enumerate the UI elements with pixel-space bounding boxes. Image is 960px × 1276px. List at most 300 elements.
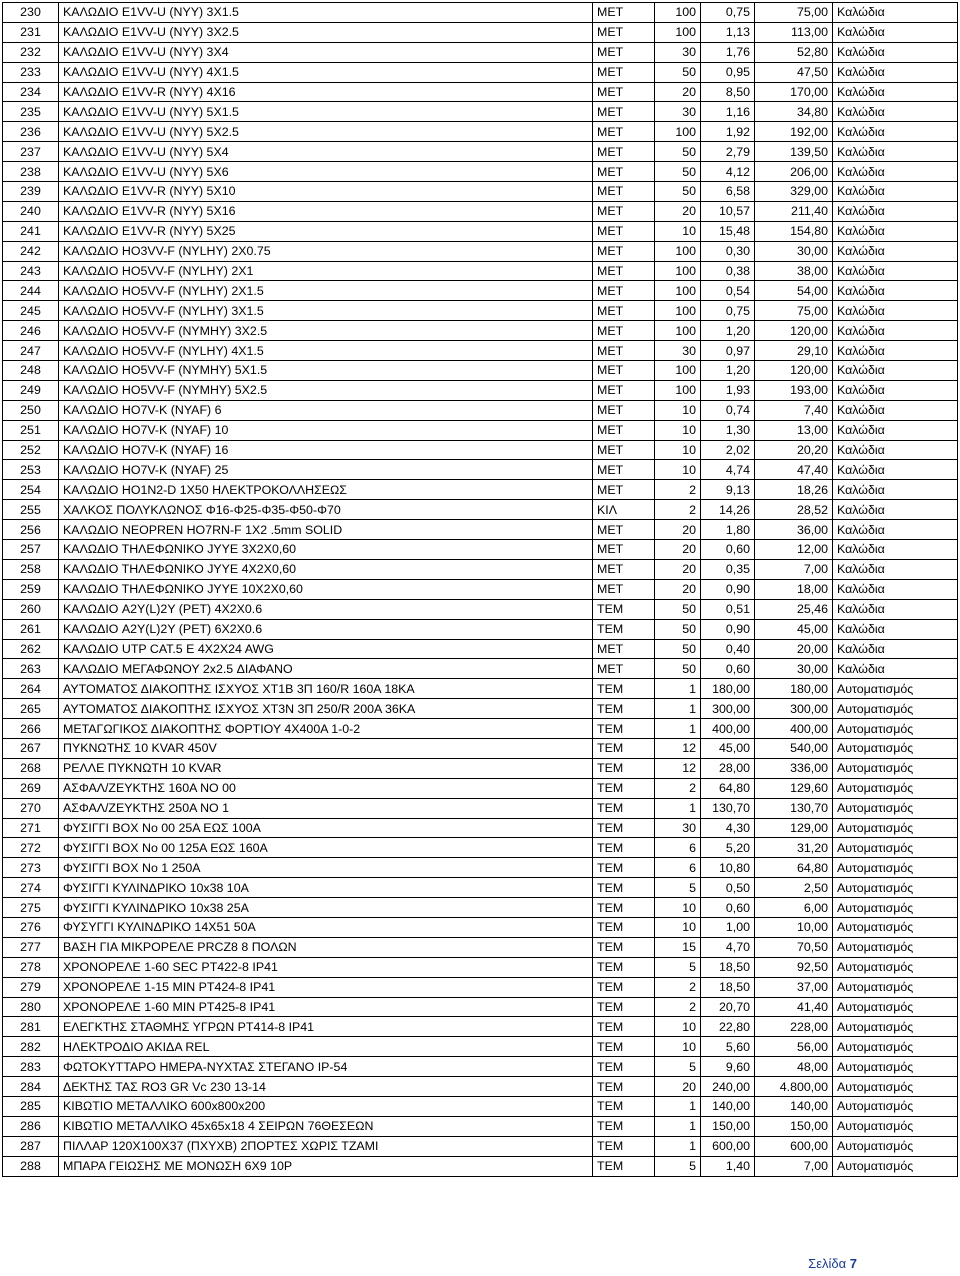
unit: ΜΕΤ	[593, 659, 655, 679]
unit: ΜΕΤ	[593, 321, 655, 341]
unit-price: 2,02	[701, 440, 755, 460]
item-description: ΠΥΚΝΩΤΗΣ 10 KVAR 450V	[59, 738, 593, 758]
total-price: 30,00	[755, 659, 833, 679]
unit: ΤΕΜ	[593, 1077, 655, 1097]
total-price: 170,00	[755, 82, 833, 102]
total-price: 336,00	[755, 758, 833, 778]
item-description: ΚΑΛΩΔΙΟ HO5VV-F (NYLHY) 4X1.5	[59, 341, 593, 361]
category: Καλώδια	[833, 520, 958, 540]
row-number: 236	[3, 122, 59, 142]
unit-price: 0,74	[701, 400, 755, 420]
total-price: 45,00	[755, 619, 833, 639]
table-row	[3, 619, 958, 639]
total-price: 192,00	[755, 122, 833, 142]
quantity: 100	[655, 361, 701, 381]
category: Καλώδια	[833, 42, 958, 62]
table-row	[3, 540, 958, 560]
category: Καλώδια	[833, 301, 958, 321]
category: Αυτοματισμός	[833, 917, 958, 937]
table-row	[3, 261, 958, 281]
total-price: 70,50	[755, 937, 833, 957]
table-row	[3, 898, 958, 918]
row-number: 244	[3, 281, 59, 301]
category: Καλώδια	[833, 82, 958, 102]
unit-price: 1,40	[701, 1156, 755, 1176]
row-number: 256	[3, 520, 59, 540]
row-number: 276	[3, 917, 59, 937]
table-row	[3, 738, 958, 758]
category: Καλώδια	[833, 599, 958, 619]
row-number: 238	[3, 162, 59, 182]
row-number: 250	[3, 400, 59, 420]
total-price: 180,00	[755, 679, 833, 699]
table-row	[3, 758, 958, 778]
table-row	[3, 3, 958, 23]
unit: ΤΕΜ	[593, 917, 655, 937]
item-description: ΦΥΣΙΓΓΙ ΒΟΧ Νο 00 25Α ΕΩΣ 100Α	[59, 818, 593, 838]
row-number: 257	[3, 540, 59, 560]
unit-price: 0,60	[701, 898, 755, 918]
row-number: 237	[3, 142, 59, 162]
item-description: ΦΥΣΙΓΓΙ ΚΥΛΙΝΔΡΙΚΟ 10x38 25A	[59, 898, 593, 918]
total-price: 31,20	[755, 838, 833, 858]
category: Καλώδια	[833, 380, 958, 400]
quantity: 10	[655, 221, 701, 241]
unit: ΤΕΜ	[593, 1096, 655, 1116]
item-description: ΚΑΛΩΔΙΟ ΤΗΛΕΦΩΝΙΚΟ JYYE 4X2X0,60	[59, 559, 593, 579]
unit-price: 0,51	[701, 599, 755, 619]
table-row	[3, 82, 958, 102]
unit: ΤΕΜ	[593, 1136, 655, 1156]
total-price: 6,00	[755, 898, 833, 918]
item-description: ΚΑΛΩΔΙΟ E1VV-U (NYY) 5X1.5	[59, 102, 593, 122]
quantity: 1	[655, 699, 701, 719]
unit: ΜΕΤ	[593, 261, 655, 281]
quantity: 10	[655, 1017, 701, 1037]
total-price: 28,52	[755, 500, 833, 520]
item-description: ΚΑΛΩΔΙΟ HO1N2-D 1X50 ΗΛΕΚΤΡΟΚΟΛΛΗΣΕΩΣ	[59, 480, 593, 500]
quantity: 2	[655, 480, 701, 500]
quantity: 12	[655, 758, 701, 778]
item-description: ΡΕΛΛΕ ΠΥΚΝΩΤΗ 10 KVAR	[59, 758, 593, 778]
unit: ΜΕΤ	[593, 3, 655, 23]
item-description: ΚΑΛΩΔΙΟ HO5VV-F (NYMHY) 5X2.5	[59, 380, 593, 400]
unit: ΜΕΤ	[593, 162, 655, 182]
row-number: 275	[3, 898, 59, 918]
unit-price: 1,93	[701, 380, 755, 400]
unit: ΤΕΜ	[593, 679, 655, 699]
unit-price: 22,80	[701, 1017, 755, 1037]
unit: ΜΕΤ	[593, 201, 655, 221]
unit-price: 6,58	[701, 182, 755, 202]
row-number: 241	[3, 221, 59, 241]
quantity: 10	[655, 420, 701, 440]
total-price: 400,00	[755, 719, 833, 739]
unit-price: 0,75	[701, 3, 755, 23]
item-description: ΚΑΛΩΔΙΟ A2Y(L)2Y (PET) 6X2X0.6	[59, 619, 593, 639]
category: Καλώδια	[833, 261, 958, 281]
unit: ΜΕΤ	[593, 480, 655, 500]
row-number: 273	[3, 858, 59, 878]
unit: ΜΕΤ	[593, 221, 655, 241]
row-number: 278	[3, 957, 59, 977]
unit: ΜΕΤ	[593, 400, 655, 420]
quantity: 10	[655, 460, 701, 480]
row-number: 240	[3, 201, 59, 221]
category: Καλώδια	[833, 221, 958, 241]
unit: ΤΕΜ	[593, 997, 655, 1017]
total-price: 600,00	[755, 1136, 833, 1156]
table-row	[3, 818, 958, 838]
quantity: 100	[655, 321, 701, 341]
item-description: ΚΑΛΩΔΙΟ HO5VV-F (NYMHY) 5X1.5	[59, 361, 593, 381]
row-number: 235	[3, 102, 59, 122]
unit-price: 10,57	[701, 201, 755, 221]
total-price: 37,00	[755, 977, 833, 997]
row-number: 242	[3, 241, 59, 261]
unit-price: 0,90	[701, 619, 755, 639]
unit-price: 0,54	[701, 281, 755, 301]
unit: ΜΕΤ	[593, 182, 655, 202]
item-description: ΦΩΤΟΚΥΤΤΑΡΟ ΗΜΕΡΑ-ΝΥΧΤΑΣ ΣΤΕΓΑΝΟ IP-54	[59, 1057, 593, 1077]
table-row	[3, 1057, 958, 1077]
row-number: 243	[3, 261, 59, 281]
row-number: 284	[3, 1077, 59, 1097]
table-row	[3, 579, 958, 599]
table-row	[3, 22, 958, 42]
quantity: 10	[655, 917, 701, 937]
category: Αυτοματισμός	[833, 937, 958, 957]
unit: ΚΙΛ	[593, 500, 655, 520]
item-description: ΚΑΛΩΔΙΟ E1VV-R (NYY) 5X10	[59, 182, 593, 202]
item-description: ΚΑΛΩΔΙΟ HO7V-K (NYAF) 10	[59, 420, 593, 440]
quantity: 30	[655, 102, 701, 122]
category: Καλώδια	[833, 122, 958, 142]
category: Καλώδια	[833, 400, 958, 420]
quantity: 100	[655, 122, 701, 142]
category: Αυτοματισμός	[833, 957, 958, 977]
page-number: 7	[849, 1256, 857, 1271]
unit: ΜΕΤ	[593, 22, 655, 42]
category: Καλώδια	[833, 341, 958, 361]
unit-price: 18,50	[701, 957, 755, 977]
quantity: 50	[655, 62, 701, 82]
table-row	[3, 878, 958, 898]
category: Αυτοματισμός	[833, 1077, 958, 1097]
total-price: 20,20	[755, 440, 833, 460]
total-price: 7,00	[755, 1156, 833, 1176]
unit-price: 1,92	[701, 122, 755, 142]
item-description: ΚΑΛΩΔΙΟ ΤΗΛΕΦΩΝΙΚΟ JYYE 10X2X0,60	[59, 579, 593, 599]
unit-price: 600,00	[701, 1136, 755, 1156]
unit: ΤΕΜ	[593, 1156, 655, 1176]
unit: ΜΕΤ	[593, 440, 655, 460]
table-row	[3, 838, 958, 858]
category: Καλώδια	[833, 480, 958, 500]
quantity: 30	[655, 341, 701, 361]
item-description: ΚΙΒΩΤΙΟ ΜΕΤΑΛΛΙΚΟ 45x65x18 4 ΣΕΙΡΩΝ 76ΘΕΣΕΩΝ	[59, 1116, 593, 1136]
item-description: ΚΑΛΩΔΙΟ E1VV-R (NYY) 5X25	[59, 221, 593, 241]
item-description: ΚΑΛΩΔΙΟ E1VV-U (NYY) 3X4	[59, 42, 593, 62]
category: Καλώδια	[833, 162, 958, 182]
total-price: 47,40	[755, 460, 833, 480]
unit: ΜΕΤ	[593, 559, 655, 579]
category: Καλώδια	[833, 201, 958, 221]
total-price: 30,00	[755, 241, 833, 261]
item-description: ΑΥΤΟΜΑΤΟΣ ΔΙΑΚΟΠΤΗΣ ΙΣΧΥΟΣ XT1B 3Π 160/R 160A 18KA	[59, 679, 593, 699]
total-price: 120,00	[755, 321, 833, 341]
unit: ΤΕΜ	[593, 798, 655, 818]
total-price: 36,00	[755, 520, 833, 540]
row-number: 247	[3, 341, 59, 361]
row-number: 287	[3, 1136, 59, 1156]
item-description: ΚΑΛΩΔΙΟ E1VV-U (NYY) 5X2.5	[59, 122, 593, 142]
category: Αυτοματισμός	[833, 977, 958, 997]
table-row	[3, 1037, 958, 1057]
category: Καλώδια	[833, 619, 958, 639]
total-price: 329,00	[755, 182, 833, 202]
unit: ΤΕΜ	[593, 778, 655, 798]
unit-price: 8,50	[701, 82, 755, 102]
total-price: 300,00	[755, 699, 833, 719]
unit: ΤΕΜ	[593, 599, 655, 619]
table-row	[3, 957, 958, 977]
row-number: 266	[3, 719, 59, 739]
table-row	[3, 281, 958, 301]
total-price: 10,00	[755, 917, 833, 937]
row-number: 285	[3, 1096, 59, 1116]
total-price: 75,00	[755, 3, 833, 23]
total-price: 113,00	[755, 22, 833, 42]
unit-price: 0,35	[701, 559, 755, 579]
category: Αυτοματισμός	[833, 1096, 958, 1116]
total-price: 7,40	[755, 400, 833, 420]
quantity: 10	[655, 898, 701, 918]
category: Αυτοματισμός	[833, 898, 958, 918]
total-price: 2,50	[755, 878, 833, 898]
quantity: 20	[655, 559, 701, 579]
item-description: ΚΑΛΩΔΙΟ E1VV-U (NYY) 5X6	[59, 162, 593, 182]
item-description: ΜΕΤΑΓΩΓΙΚΟΣ ΔΙΑΚΟΠΤΗΣ ΦΟΡΤΙΟΥ 4X400A 1-0-2	[59, 719, 593, 739]
total-price: 20,00	[755, 639, 833, 659]
unit-price: 1,20	[701, 361, 755, 381]
category: Καλώδια	[833, 102, 958, 122]
quantity: 50	[655, 639, 701, 659]
row-number: 265	[3, 699, 59, 719]
row-number: 270	[3, 798, 59, 818]
table-row	[3, 1116, 958, 1136]
quantity: 50	[655, 659, 701, 679]
unit-price: 0,97	[701, 341, 755, 361]
items-table-body	[3, 3, 958, 1177]
unit: ΤΕΜ	[593, 977, 655, 997]
table-row	[3, 1096, 958, 1116]
unit-price: 18,50	[701, 977, 755, 997]
unit: ΜΕΤ	[593, 420, 655, 440]
table-row	[3, 778, 958, 798]
unit: ΜΕΤ	[593, 540, 655, 560]
table-row	[3, 659, 958, 679]
total-price: 48,00	[755, 1057, 833, 1077]
quantity: 5	[655, 1156, 701, 1176]
table-row	[3, 937, 958, 957]
item-description: ΚΑΛΩΔΙΟ HO5VV-F (NYLHY) 2X1	[59, 261, 593, 281]
row-number: 231	[3, 22, 59, 42]
unit-price: 14,26	[701, 500, 755, 520]
row-number: 280	[3, 997, 59, 1017]
row-number: 271	[3, 818, 59, 838]
item-description: ΚΑΛΩΔΙΟ HO7V-K (NYAF) 6	[59, 400, 593, 420]
unit-price: 4,70	[701, 937, 755, 957]
table-row	[3, 1156, 958, 1176]
category: Αυτοματισμός	[833, 997, 958, 1017]
item-description: ΚΑΛΩΔΙΟ HO5VV-F (NYLHY) 3X1.5	[59, 301, 593, 321]
quantity: 1	[655, 1136, 701, 1156]
unit-price: 0,38	[701, 261, 755, 281]
category: Καλώδια	[833, 460, 958, 480]
unit-price: 5,60	[701, 1037, 755, 1057]
unit: ΜΕΤ	[593, 281, 655, 301]
item-description: ΚΙΒΩΤΙΟ ΜΕΤΑΛΛΙΚΟ 600x800x200	[59, 1096, 593, 1116]
unit-price: 0,60	[701, 540, 755, 560]
quantity: 1	[655, 798, 701, 818]
unit: ΜΕΤ	[593, 42, 655, 62]
table-row	[3, 321, 958, 341]
unit-price: 240,00	[701, 1077, 755, 1097]
item-description: ΦΥΣΥΓΓΙ ΚΥΛΙΝΔΡΙΚΟ 14X51 50A	[59, 917, 593, 937]
item-description: ΚΑΛΩΔΙΟ E1VV-U (NYY) 4X1.5	[59, 62, 593, 82]
category: Αυτοματισμός	[833, 1037, 958, 1057]
table-row	[3, 122, 958, 142]
quantity: 100	[655, 261, 701, 281]
category: Αυτοματισμός	[833, 778, 958, 798]
item-description: ΚΑΛΩΔΙΟ E1VV-R (NYY) 5X16	[59, 201, 593, 221]
unit-price: 130,70	[701, 798, 755, 818]
total-price: 34,80	[755, 102, 833, 122]
item-description: ΚΑΛΩΔΙΟ E1VV-U (NYY) 3X1.5	[59, 3, 593, 23]
unit-price: 1,30	[701, 420, 755, 440]
unit-price: 0,75	[701, 301, 755, 321]
item-description: ΚΑΛΩΔΙΟ HO5VV-F (NYLHY) 2X1.5	[59, 281, 593, 301]
table-row	[3, 1136, 958, 1156]
row-number: 268	[3, 758, 59, 778]
quantity: 1	[655, 1096, 701, 1116]
category: Καλώδια	[833, 420, 958, 440]
quantity: 5	[655, 878, 701, 898]
row-number: 254	[3, 480, 59, 500]
unit: ΜΕΤ	[593, 62, 655, 82]
total-price: 139,50	[755, 142, 833, 162]
quantity: 100	[655, 380, 701, 400]
table-row	[3, 460, 958, 480]
unit: ΜΕΤ	[593, 122, 655, 142]
row-number: 263	[3, 659, 59, 679]
unit-price: 1,76	[701, 42, 755, 62]
row-number: 258	[3, 559, 59, 579]
quantity: 5	[655, 957, 701, 977]
row-number: 251	[3, 420, 59, 440]
table-row	[3, 380, 958, 400]
item-description: ΚΑΛΩΔΙΟ ΜΕΓΑΦΩΝΟΥ 2x2.5 ΔΙΑΦΑΝΟ	[59, 659, 593, 679]
unit: ΜΕΤ	[593, 82, 655, 102]
row-number: 286	[3, 1116, 59, 1136]
total-price: 129,60	[755, 778, 833, 798]
quantity: 5	[655, 1057, 701, 1077]
total-price: 13,00	[755, 420, 833, 440]
quantity: 30	[655, 818, 701, 838]
row-number: 283	[3, 1057, 59, 1077]
unit: ΤΕΜ	[593, 758, 655, 778]
item-description: ΑΣΦΑΛ/ΖΕΥΚΤΗΣ 160A NO 00	[59, 778, 593, 798]
total-price: 4.800,00	[755, 1077, 833, 1097]
table-row	[3, 42, 958, 62]
unit: ΤΕΜ	[593, 1116, 655, 1136]
unit: ΜΕΤ	[593, 361, 655, 381]
unit-price: 1,00	[701, 917, 755, 937]
unit-price: 400,00	[701, 719, 755, 739]
unit-price: 0,95	[701, 62, 755, 82]
unit-price: 150,00	[701, 1116, 755, 1136]
row-number: 239	[3, 182, 59, 202]
unit: ΤΕΜ	[593, 858, 655, 878]
table-row	[3, 977, 958, 997]
table-row	[3, 221, 958, 241]
table-row	[3, 639, 958, 659]
total-price: 18,26	[755, 480, 833, 500]
table-row	[3, 182, 958, 202]
total-price: 7,00	[755, 559, 833, 579]
quantity: 50	[655, 182, 701, 202]
category: Αυτοματισμός	[833, 818, 958, 838]
unit-price: 140,00	[701, 1096, 755, 1116]
table-row	[3, 102, 958, 122]
table-row	[3, 480, 958, 500]
table-row	[3, 520, 958, 540]
row-number: 248	[3, 361, 59, 381]
unit-price: 20,70	[701, 997, 755, 1017]
row-number: 274	[3, 878, 59, 898]
quantity: 10	[655, 400, 701, 420]
total-price: 64,80	[755, 858, 833, 878]
unit: ΤΕΜ	[593, 878, 655, 898]
unit: ΤΕΜ	[593, 957, 655, 977]
table-row	[3, 162, 958, 182]
row-number: 281	[3, 1017, 59, 1037]
total-price: 12,00	[755, 540, 833, 560]
quantity: 20	[655, 1077, 701, 1097]
row-number: 255	[3, 500, 59, 520]
total-price: 130,70	[755, 798, 833, 818]
category: Αυτοματισμός	[833, 1156, 958, 1176]
total-price: 150,00	[755, 1116, 833, 1136]
unit-price: 9,13	[701, 480, 755, 500]
item-description: ΧΡΟΝΟΡΕΛΕ 1-60 MIN PT425-8 IP41	[59, 997, 593, 1017]
unit: ΜΕΤ	[593, 579, 655, 599]
table-row	[3, 400, 958, 420]
total-price: 18,00	[755, 579, 833, 599]
total-price: 540,00	[755, 738, 833, 758]
category: Καλώδια	[833, 579, 958, 599]
item-description: ΜΠΑΡΑ ΓΕΙΩΣΗΣ ΜΕ ΜΟΝΩΣΗ 6Χ9 10Ρ	[59, 1156, 593, 1176]
total-price: 54,00	[755, 281, 833, 301]
category: Καλώδια	[833, 639, 958, 659]
unit: ΜΕΤ	[593, 102, 655, 122]
category: Καλώδια	[833, 321, 958, 341]
table-row	[3, 997, 958, 1017]
total-price: 56,00	[755, 1037, 833, 1057]
quantity: 30	[655, 42, 701, 62]
unit-price: 1,13	[701, 22, 755, 42]
